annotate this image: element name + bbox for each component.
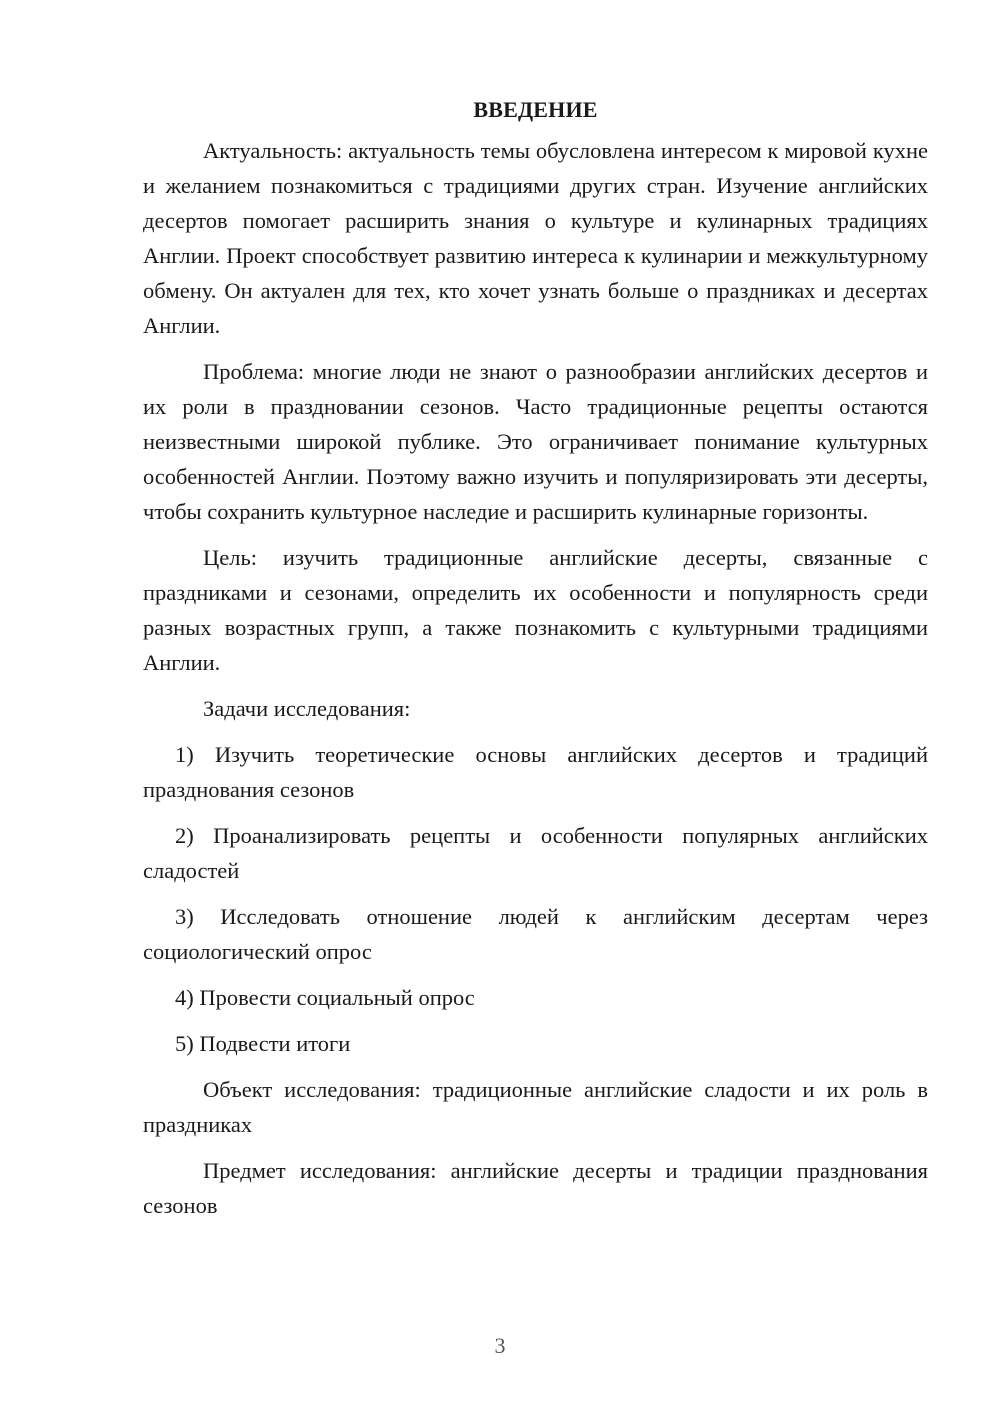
relevance-paragraph: Актуальность: актуальность темы обусловлена интересом к мировой кухне и желанием познакомиться с традициями других стран. Изучение английских десертов помогает расширить знания о культуре и кулинарных традициях Англии. Проект способствует развитию интереса к кулинарии и межкультурному обмену. Он актуален для тех, кто хочет узнать больше о праздниках и десертах Англии. [143,138,928,338]
section-title: ВВЕДЕНИЕ [473,97,598,122]
research-subject-paragraph: Предмет исследования: английские десерты и традиции празднования сезонов [143,1158,928,1218]
task-item-4: 4) Провести социальный опрос [175,985,475,1010]
task-item-5: 5) Подвести итоги [175,1031,351,1056]
document-page [143,93,928,1234]
task-item-1: 1) Изучить теоретические основы английских десертов и традиций празднования сезонов [143,742,928,802]
goal-paragraph: Цель: изучить традиционные английские десерты, связанные с праздниками и сезонами, определить их особенности и популярность среди разных возрастных групп, а также познакомить с культурными традициями Англии. [143,545,928,675]
task-item-3: 3) Исследовать отношение людей к английским десертам через социологический опрос [143,904,928,964]
problem-paragraph: Проблема: многие люди не знают о разнообразии английских десертов и их роли в праздновании сезонов. Часто традиционные рецепты остаются неизвестными широкой публике. Это ограничивает понимание культурных особенностей Англии. Поэтому важно изучить и популяризировать эти десерты, чтобы сохранить культурное наследие и расширить кулинарные горизонты. [143,359,928,524]
page-number: 3 [494,1333,506,1358]
task-item-2: 2) Проанализировать рецепты и особенности популярных английских сладостей [143,823,928,883]
tasks-heading: Задачи исследования: [203,696,411,721]
research-object-paragraph: Объект исследования: традиционные английские сладости и их роль в праздниках [143,1077,928,1137]
